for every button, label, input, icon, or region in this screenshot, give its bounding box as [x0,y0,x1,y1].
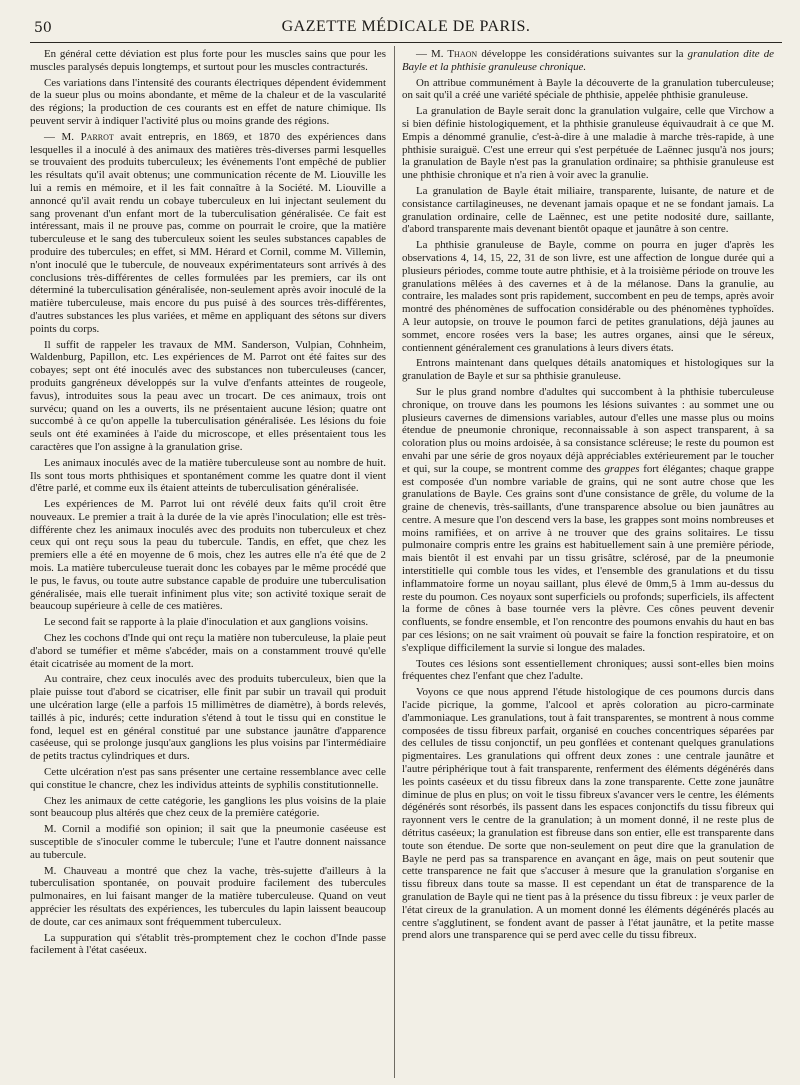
page-number: 50 [34,20,52,36]
paragraph-text: Sur le plus grand nombre d'adultes qui succombent à la phthisie tuberculeuse chronique, on trouve dans les poumons les lésions suivantes : au sommet une ou plusieurs cavernes de dimensions variables, autour d'elles une masse plus ou moins étendue de pneumonie chronique, reconnaissable à son aspect transparent, à sa coloration plus ou moins ardoisée, à sa consistance scléreuse; le reste du poumon est envahi par une série de gros noyaux déjà appréciables extérieurement par le toucher et qui, sur la coupe, se montrent comme des [402,385,774,475]
author-name: M. Parrot [61,130,114,143]
italic-text: granulation dite de Bayle et la phthisie granuleuse chronique. [402,48,774,73]
paragraph: Chez les cochons d'Inde qui ont reçu la matière non tuberculeuse, la plaie peut d'abord se tuméfier et même s'abcéder, mais on a constamment trouvé qu'elle était cicatrisée au moment de la mort. [30,632,386,670]
paragraph: — M. Parrot avait entrepris, en 1869, et 1870 des expériences dans lesquelles il a inoculé à des animaux des matières très-diverses parmi lesquelles se trouvaient des produits tuberculeux; les événements l'ont empêché de publier les résultats qu'il avait obtenus; une communication récente de M. Liouville les lui a remis en mémoire, et il les fait connaître à la Société. M. Liouville a annoncé qu'il avait rendu un cobaye tuberculeux en lui injectant seulement du sang provenant d'un enfant mort de la tuberculisation généralisée. Ce fait est intéressant, mais il ne prouve pas, comme on pourrait le croire, que la matière tuberculeuse et le sang des tuberculeux soient les seules substances capables de produire des tubercules; en effet, si MM. Hérard et Cornil, comme M. Villemin, n'ont inoculé que le tubercule, de nouveaux expérimentateurs sont arrivés à des conclusions très-différentes de celles formulées par les premiers, car ils ont déterminé la tuberculisation généralisée, non-seulement après avoir inoculé de la matière tuberculeuse, mais encore du pus puisé à des sources très-différentes, d'autres substances les plus variées, et même en appliquant des sétons sur divers points du corps. [30,130,386,335]
paragraph: — M. Thaon développe les considérations suivantes sur la granulation dite de Bayle et la phthisie granuleuse chronique. [402,48,774,73]
paragraph-text: avait entrepris, en 1869, et 1870 des expériences dans lesquelles il a inoculé à des animaux des matières très-diverses parmi lesquelles se trouvaient des produits tuberculeux; les événements l'ont empêché de publier les résultats qu'il avait obtenus; une communication récente de M. Liouville les lui a remis en mémoire, et il les fait connaître à la Société. M. Liouville a annoncé qu'il avait rendu un cobaye tuberculeux en lui injectant seulement du sang provenant d'un enfant mort de la tuberculisation généralisée. Ce fait est intéressant, mais il ne prouve pas, comme on pourrait le croire, que la matière tuberculeuse et le sang des tuberculeux soient les seules substances capables de produire des tubercules; en effet, si MM. Hérard et Cornil, comme M. Villemin, n'ont inoculé que le tubercule, de nouveaux expérimentateurs sont arrivés à des conclusions très-différentes de celles formulées par les premiers, car ils ont déterminé la tuberculisation généralisée, non-seulement après avoir inoculé de la matière tuberculeuse, mais encore du pus puisé à des sources très-différentes, d'autres substances les plus variées, et même en appliquant des sétons sur divers points du corps. [30,130,386,335]
paragraph: Le second fait se rapporte à la plaie d'inoculation et aux ganglions voisins. [44,616,369,629]
journal-title: GAZETTE MÉDICALE DE PARIS. [281,18,531,35]
author-name: M. Thaon [431,48,478,60]
paragraph: Cette ulcération n'est pas sans présenter une certaine ressemblance avec celle qui constitue le chancre, chez les individus atteints de syphilis constitutionnelle. [30,766,386,791]
paragraph: Au contraire, chez ceux inoculés avec des produits tuberculeux, bien que la plaie puisse tout d'abord se cicatriser, elle finit par subir un travail qui produit une ulcération large (elle a parfois 15 millimètres de diamètre), à bords relevés, taillés à pic, indurés; cette induration s'étend à tout le tissu qui en constitue le fond, lequel est en général constitué par une substance jaunâtre d'apparence caséeuse, qui se prolonge jusqu'aux ganglions les plus voisins par l'intermédiaire de petits tractus cylindriques et durs. [30,673,386,763]
paragraph: Les animaux inoculés avec de la matière tuberculeuse sont au nombre de huit. Ils sont tous morts phthisiques et spontanément comme les quatre dont il vient d'être parlé, et comme eux ils étaient atteints de tuberculisation généralisée. [30,456,386,495]
column-divider [394,46,395,1078]
paragraph: En général cette déviation est plus forte pour les muscles sains que pour les muscles paralysés depuis longtemps, et surtout pour les muscles contracturés. [30,48,386,73]
paragraph: Chez les animaux de cette catégorie, les ganglions les plus voisins de la plaie sont beaucoup plus altérés que chez ceux de la première catégorie. [30,794,386,820]
paragraph: Entrons maintenant dans quelques détails anatomiques et histologiques sur la granulation de Bayle et sur sa phthisie granuleuse. [402,357,774,383]
page-header [30,14,782,43]
paragraph: On attribue communément à Bayle la découverte de la granulation tuberculeuse; on sait qu'il a créé une variété spéciale de phthisie, appelée phthisie granuleuse. [402,76,774,102]
left-column [30,48,386,1078]
paragraph [402,386,774,655]
paragraph: M. Chauveau a montré que chez la vache, très-sujette d'ailleurs à la tuberculisation spontanée, on pouvait produire facilement des tubercules pulmonaires, en lui faisant manger de la matière tuberculeuse. Quand on veut apprécier les résultats des expériences, les tubercules du lapin laissent beaucoup de doute, car ces animaux sont fréquemment tuberculeux. [30,864,386,928]
paragraph: La granulation de Bayle serait donc la granulation vulgaire, celle que Virchow a si bien définie histologiquement, et la phthisie granuleuse équivaudrait à ce que M. Empis a dénommé granulie, c'est-à-dire à une maladie à marche très-rapide, à une phthisie suraiguë. C'est une erreur qui s'est perpétuée de Laënnec jusqu'à nos jours; la granulation de Bayle n'est pas la granulation ordinaire; sa phthisie granuleuse est une phthisie chronique et n'a rien à voir avec la granulie. [402,105,774,182]
paragraph: Il suffit de rappeler les travaux de MM. Sanderson, Vulpian, Cohnheim, Waldenburg, Papillon, etc. Les expériences de M. Parrot ont été faites sur des cobayes; sept ont été inoculés avec des substances non tuberculeuses (cancer, produits gangréneux développés sur la vulve d'enfants atteintes de rougeole, favus), introduites sous la peau avec un trocart. De ces animaux, trois ont survécu; quand on les a ouverts, ils ne présentaient aucune lésion; quatre ont succombé à ce qu'on appelle la tuberculisation généralisée. Les lésions du foie seuls ont été examinées à l'aide du microscope, et elles présentaient tous les caractères que l'on assigne à la granulation grise. [30,338,386,453]
paragraph: La granulation de Bayle était miliaire, transparente, luisante, de nature et de consistance cartilagineuses, ne devenant jamais opaque et ne se fondant jamais. La granulation ordinaire, celle de Laënnec, est une petite nodosité dure, saillante, d'abord transparente mais devenant bientôt opaque et jaunâtre à son centre. [402,184,774,236]
paragraph: Toutes ces lésions sont essentiellement chroniques; aussi sont-elles bien moins fréquentes chez l'enfant que chez l'adulte. [402,657,774,683]
paragraph: Ces variations dans l'intensité des courants électriques dépendent évidemment de la sueur plus ou moins abondante, et même de la chaleur et de la vascularité des régions; la production de ces courants est en effet de nature chimique. Ils peuvent servir à indiquer l'activité plus ou moins grande des régions. [30,76,386,127]
paragraph: M. Cornil a modifié son opinion; il sait que la pneumonie caséeuse est susceptible de s'inoculer comme le tubercule; l'une et l'autre donnent naissance au tubercule. [30,823,386,861]
paragraph: Voyons ce que nous apprend l'étude histologique de ces poumons durcis dans l'acide picrique, la gomme, l'alcool et après coloration au picro-carminate d'ammoniaque. Les granulations, tout à fait transparentes, se montrent à nous comme composées de tissu fibreux parfait, organisé en couches concentriques séparées par des cellules de tissu conjonctif, un peu gonflées et contenant quelques granulations pigmentaires. Les granulations qui offrent deux zones : une centrale jaunâtre et l'autre périphérique tout à fait transparente, renferment des éléments dégénérés dans les points caséeux et du tissu fibreux dans la zone transparente. Cette zone jaunâtre diminue de plus en plus; on voit le tissu fibreux s'avancer vers le centre, les éléments dégénérés sont résorbés, ils passent dans les espaces conjonctifs du tissu fibreux qui rayonnent vers le centre de la granulation; à un moment donné, il ne reste plus de détritus caséeux; la granulation est fibreuse dans son entier, elle est transparente dans toute son étendue. De sorte que non-seulement on peut dire que la granulation de Bayle ne perd pas sa transparence en avançant en âge, mais on peut soutenir que cette transparence ne fait que s'accuser à mesure que la granulation s'organise en tissu fibreux dans toute sa masse. Il est cependant un état de transparence de la granulation de Bayle qui ne tient pas à la présence du tissu fibreux : je veux parler de l'état cireux de la granulation. A un moment donné les éléments dégénérés placés au centre s'agglutinent, se fondent avant de passer à l'état jaunâtre, et la petite masse prend alors une transparence qui se perd avec celle du tissu fibreux. [402,686,774,942]
paragraph: La phthisie granuleuse de Bayle, comme on pourra en juger d'après les observations 4, 14, 15, 22, 31 de son livre, est une affection de longue durée qui a plusieurs périodes, comme toute autre phthisie, et à la troisième période on trouve les granulations mêlées à des cavernes et à de la mélanose. Dans la granulie, au contraire, les malades sont pris rapidement, succombent en peu de temps, après avoir montré des phénomènes de suffocation considérable ou des phénomènes typhoïdes. A leur autopsie, on trouve le poumon farci de petites granulations, déjà jaunes au sommet, encore rosées vers la base; les autres organes, ainsi que le séreux, contiennent généralement ces granulations à leurs divers états. [402,239,774,354]
paragraph-text: fort élégantes; chaque grappe est composée d'un nombre variable de grains, qui ne sont autre chose que les granulations de Bayle. Ces grains sont d'une consistance de grêle, du volume de la graine de chenevis, très-saillants, d'une transparence absolue ou bien jaunâtres au centre. A mesure que l'on descend vers la base, les grappes sont moins nombreuses et moins ramifiées, et on arrive à ne trouver que des grains solitaires. Le tissu pulmonaire compris entre les grains est habituellement sain à une première période, mais bientôt il est envahi par un tissu grisâtre, sclérosé, par de la pneumonie interstitielle qui comble tous les vides, et l'ensemble des granulations et du tissu inflammatoire forme un noyau saillant, plus élevé de 0mm,5 à 1mm au-dessus du reste du poumon. Ces noyaux sont superficiels ou profonds; superficiels, ils affectent la forme de cônes à base tournée vers la plèvre. Ces cônes peuvent devenir confluents, se fondre ensemble, et l'on rencontre des poumons envahis du haut en bas par ces lésions; on ne sait vraiment où pouvait se faire la fonction respiratoire, et on s'explique difficilement la survie si longue des malades. [402,462,774,654]
paragraph: La suppuration qui s'établit très-promptement chez le cochon d'Inde passe facilement à l'état caséeux. [30,931,386,957]
paragraph: Les expériences de M. Parrot lui ont révélé deux faits qu'il croit être nouveaux. Le premier a trait à la durée de la vie après l'inoculation; elle est très-différente chez les animaux inoculés avec des produits non tuberculeux et chez ceux qui ont reçu sous la peau du tubercule. Tandis, en effet, que chez les premiers elle a été en moyenne de 6 mois, chez les autres elle n'a été que de 2 mois. La matière tuberculeuse tuerait donc les cobayes par le même procédé que le pus, le favus, ou toute autre substance capable de produire une tuberculisation généralisée, mais elle tuerait infiniment plus vite; son activité toxique serait de beaucoup supérieure à celle de ces matières. [30,498,386,613]
paragraph-text: développe les considérations suivantes sur la [477,48,688,60]
italic-text: grappes [604,462,640,475]
right-column [402,48,774,1078]
